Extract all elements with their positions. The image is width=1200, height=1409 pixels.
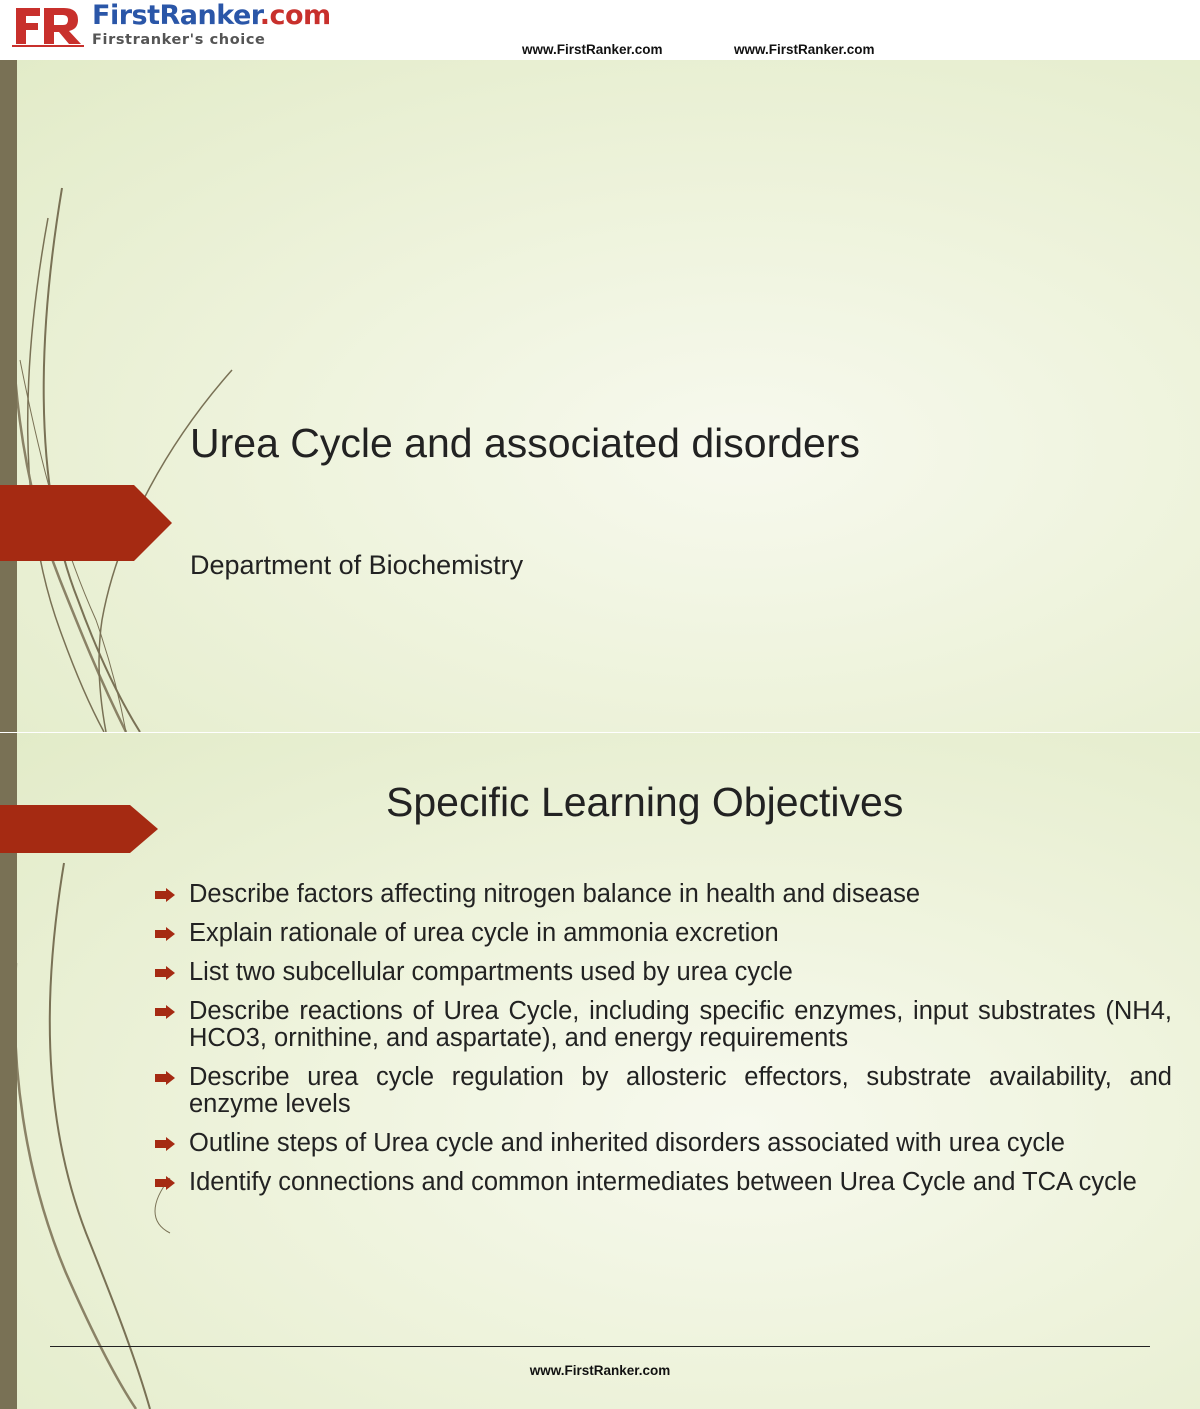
list-item [155,881,1172,908]
title-accent-arrow [0,60,180,732]
footer-link[interactable]: www.FirstRanker.com [529,1363,671,1378]
brand-tagline: Firstranker's choice [92,32,266,48]
footer-divider [50,1346,1150,1347]
objective-text: Describe factors affecting nitrogen balance in health and disease [189,880,920,908]
arrow-bullet-icon [155,1071,175,1085]
list-item [155,1169,1172,1196]
objective-text: Explain rationale of urea cycle in ammonia excretion [189,919,779,947]
list-item [155,998,1172,1052]
header-link-1[interactable]: www.FirstRanker.com [522,42,663,57]
objectives-slide [0,733,1200,1409]
arrow-bullet-icon [155,966,175,980]
brand-suffix: .com [259,0,331,31]
list-item [155,1064,1172,1118]
objective-text: List two subcellular compartments used by urea cycle [189,958,793,986]
slide-title: Specific Learning Objectives [386,779,904,825]
arrow-bullet-icon [155,1005,175,1019]
arrow-bullet-icon [155,888,175,902]
list-item [155,920,1172,947]
header-link-2[interactable]: www.FirstRanker.com [734,42,875,57]
title-slide [0,60,1200,732]
title-accent-arrow [0,733,180,933]
arrow-bullet-icon [155,927,175,941]
objectives-list [155,881,1172,1208]
list-item [155,1130,1172,1157]
firstranker-logo-icon [12,4,86,48]
brand-first: FirstRanker [92,0,260,31]
page-header [0,0,1200,60]
objective-text: Identify connections and common intermediates between Urea Cycle and TCA cycle [189,1168,1137,1196]
slide-subtitle: Department of Biochemistry [190,550,524,580]
slide-title: Urea Cycle and associated disorders [190,420,860,466]
objective-text: Describe reactions of Urea Cycle, including specific enzymes, input substrates (NH4, HCO3, ornithine, and aspartate), and energy requirements [189,997,1172,1052]
arrow-bullet-icon [155,1176,175,1190]
arrow-bullet-icon [155,1137,175,1151]
objective-text: Outline steps of Urea cycle and inherited disorders associated with urea cycle [189,1129,1065,1157]
brand-name [92,0,331,31]
objective-text: Describe urea cycle regulation by allosteric effectors, substrate availability, and enzyme levels [189,1063,1172,1118]
list-item [155,959,1172,986]
firstranker-logo[interactable] [10,0,331,48]
